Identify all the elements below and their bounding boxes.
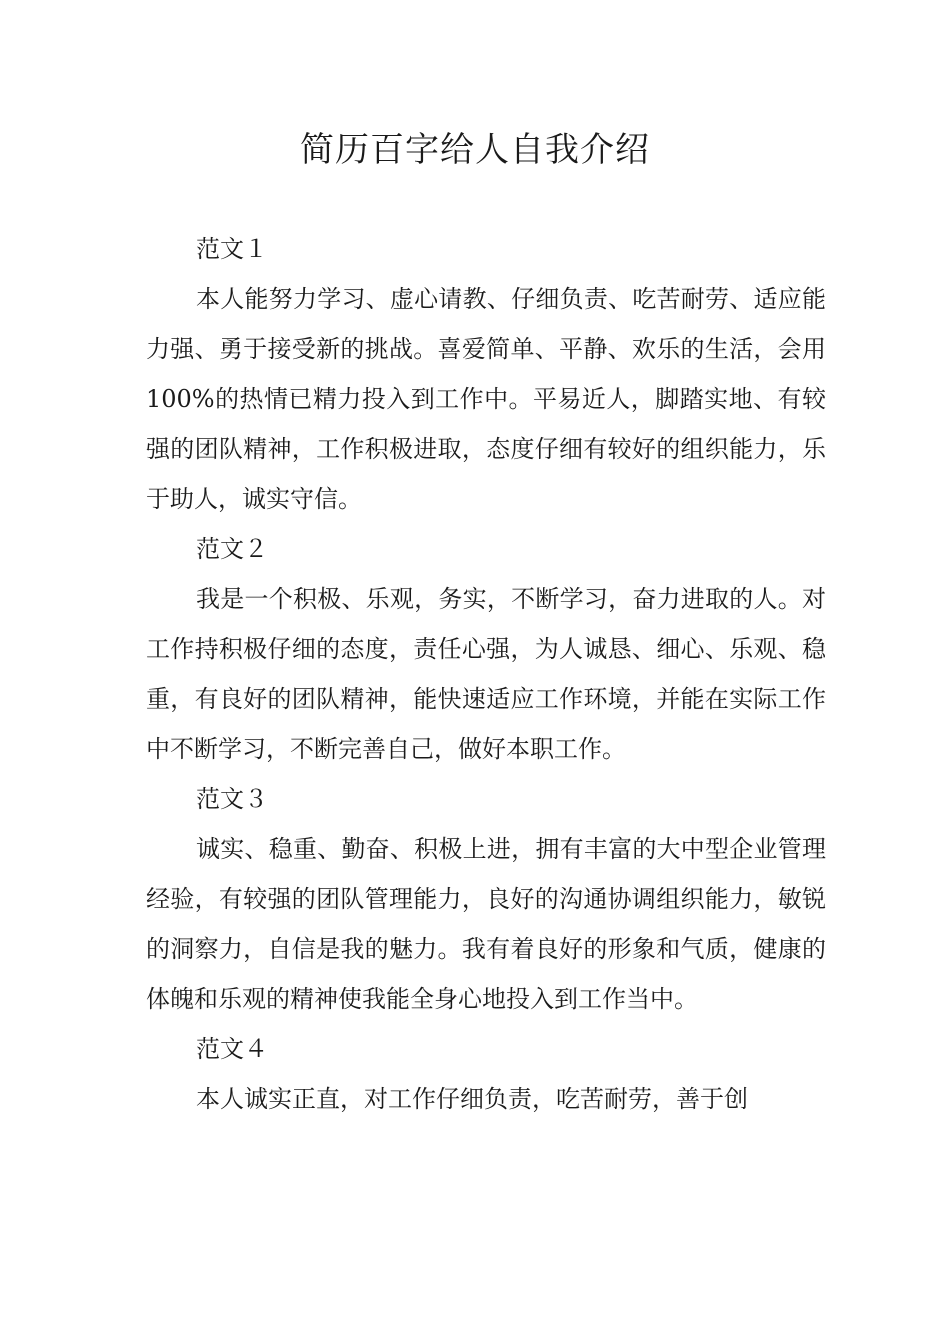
document-body (146, 224, 826, 1124)
section-paragraph: 本人能努力学习、虚心请教、仔细负责、吃苦耐劳、适应能力强、勇于接受新的挑战。喜爱简单、平静、欢乐的生活，会用100%的热情已精力投入到工作中。平易近人，脚踏实地、有较强的团队精神，工作积极进取，态度仔细有较好的组织能力，乐于助人，诚实守信。 (146, 285, 826, 513)
section-label: 范文１ (196, 235, 268, 263)
section-label: 范文４ (196, 1035, 268, 1063)
section-label: 范文２ (196, 535, 268, 563)
section-paragraph: 诚实、稳重、勤奋、积极上进，拥有丰富的大中型企业管理经验，有较强的团队管理能力，良好的沟通协调组织能力，敏锐的洞察力，自信是我的魅力。我有着良好的形象和气质，健康的体魄和乐观的精神使我能全身心地投入到工作当中。 (146, 835, 826, 1013)
section-paragraph: 我是一个积极、乐观，务实，不断学习，奋力进取的人。对工作持积极仔细的态度，责任心强，为人诚恳、细心、乐观、稳重，有良好的团队精神，能快速适应工作环境，并能在实际工作中不断学习，不断完善自己，做好本职工作。 (146, 585, 826, 763)
section-paragraph: 本人诚实正直，对工作仔细负责，吃苦耐劳，善于创 (196, 1085, 748, 1113)
document-title: 简历百字给人自我介绍 (300, 130, 650, 170)
section-label: 范文３ (196, 785, 268, 813)
